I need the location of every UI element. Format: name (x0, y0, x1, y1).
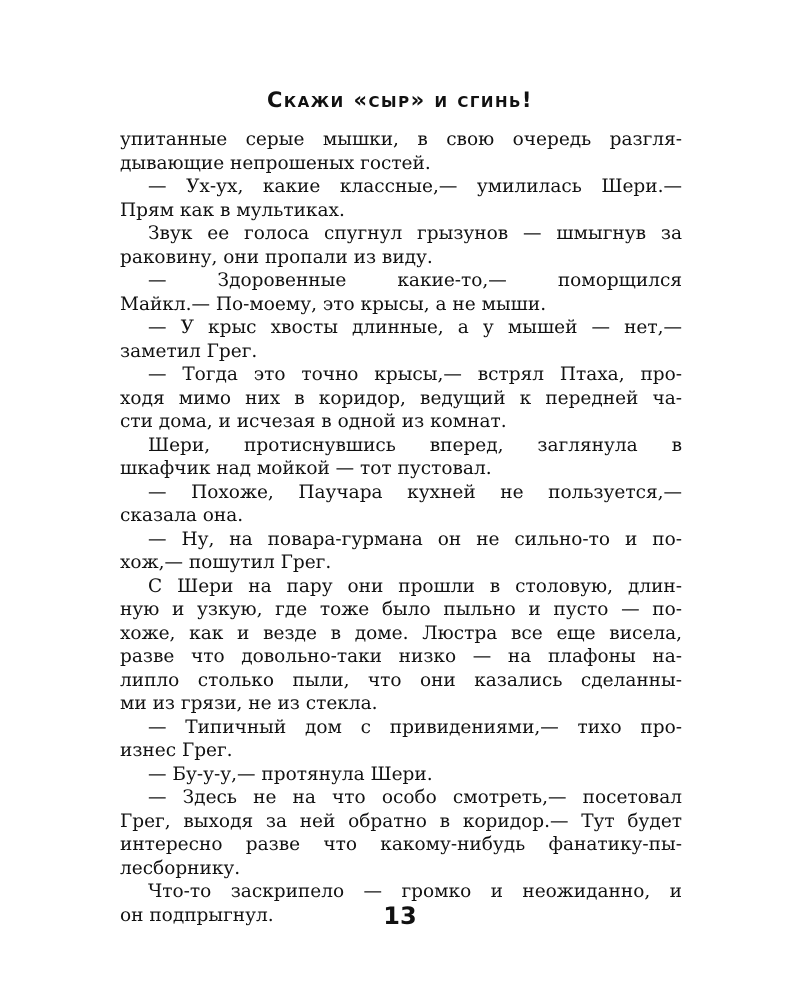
text-line: Что-то заскрипело — громко и неожиданно, и (148, 881, 682, 902)
text-line: Майкл.— По-моему, это крысы, а не мыши. (120, 293, 547, 315)
text-line: лесборнику. (120, 857, 241, 879)
text-line: — У крыс хвосты длинные, а у мышей — нет,— (148, 317, 682, 338)
text-line: — Здоровенные какие-то,— поморщился (148, 270, 682, 291)
text-line: липло столько пыли, что они казались сделанны- (120, 669, 682, 691)
text-line: — Тогда это точно крысы,— встрял Птаха, про- (148, 364, 682, 385)
text-line: хоже, как и везде в доме. Люстра все еще висела, (120, 622, 682, 644)
page-number: 13 (383, 902, 417, 930)
text-line: Шери, протиснувшись вперед, заглянула в (148, 434, 682, 456)
text-line: ходя мимо них в коридор, ведущий к передней ча- (120, 387, 682, 409)
text-line: изнес Грег. (120, 740, 233, 761)
body-text (120, 128, 682, 927)
text-line: Звук ее голоса спугнул грызунов — шмыгнув за (148, 223, 682, 244)
running-title: Скажи «сыр» и сгинь! (266, 88, 534, 112)
text-line: — Здесь не на что особо смотреть,— посетовал (148, 787, 682, 808)
text-line: он подпрыгнул. (120, 904, 274, 926)
text-line: С Шери на пару они прошли в столовую, длин- (148, 575, 682, 597)
text-line: разве что довольно-таки низко — на плафоны на- (120, 646, 682, 667)
text-line: Прям как в мультиках. (120, 199, 345, 221)
text-line: упитанные серые мышки, в свою очередь разгля- (120, 129, 682, 150)
text-line: раковину, они пропали из виду. (120, 246, 433, 268)
text-line: ми из грязи, не из стекла. (120, 693, 378, 714)
text-line: хож,— пошутил Грег. (120, 552, 332, 573)
text-line: — Ну, на повара-гурмана он не сильно-то и по- (148, 528, 682, 550)
text-line: Грег, выходя за ней обратно в коридор.— Тут будет (120, 810, 682, 832)
text-line: — Ух-ух, какие классные,— умилилась Шери.— (148, 176, 682, 197)
text-line: заметил Грег. (120, 340, 258, 362)
text-line: сти дома, и исчезая в одной из комнат. (120, 411, 507, 432)
text-line: дывающие непрошеных гостей. (120, 152, 431, 174)
text-line: — Бу-у-у,— протянула Шери. (148, 763, 433, 785)
text-line: сказала она. (120, 505, 244, 526)
text-line: — Похоже, Паучара кухней не пользуется,— (148, 481, 682, 503)
text-line: шкафчик над мойкой — тот пустовал. (120, 458, 492, 479)
text-line: — Типичный дом с привидениями,— тихо про- (148, 716, 682, 738)
text-line: интересно разве что какому-нибудь фанатику-пы- (120, 834, 682, 855)
text-line: ную и узкую, где тоже было пыльно и пусто — по- (120, 599, 682, 620)
